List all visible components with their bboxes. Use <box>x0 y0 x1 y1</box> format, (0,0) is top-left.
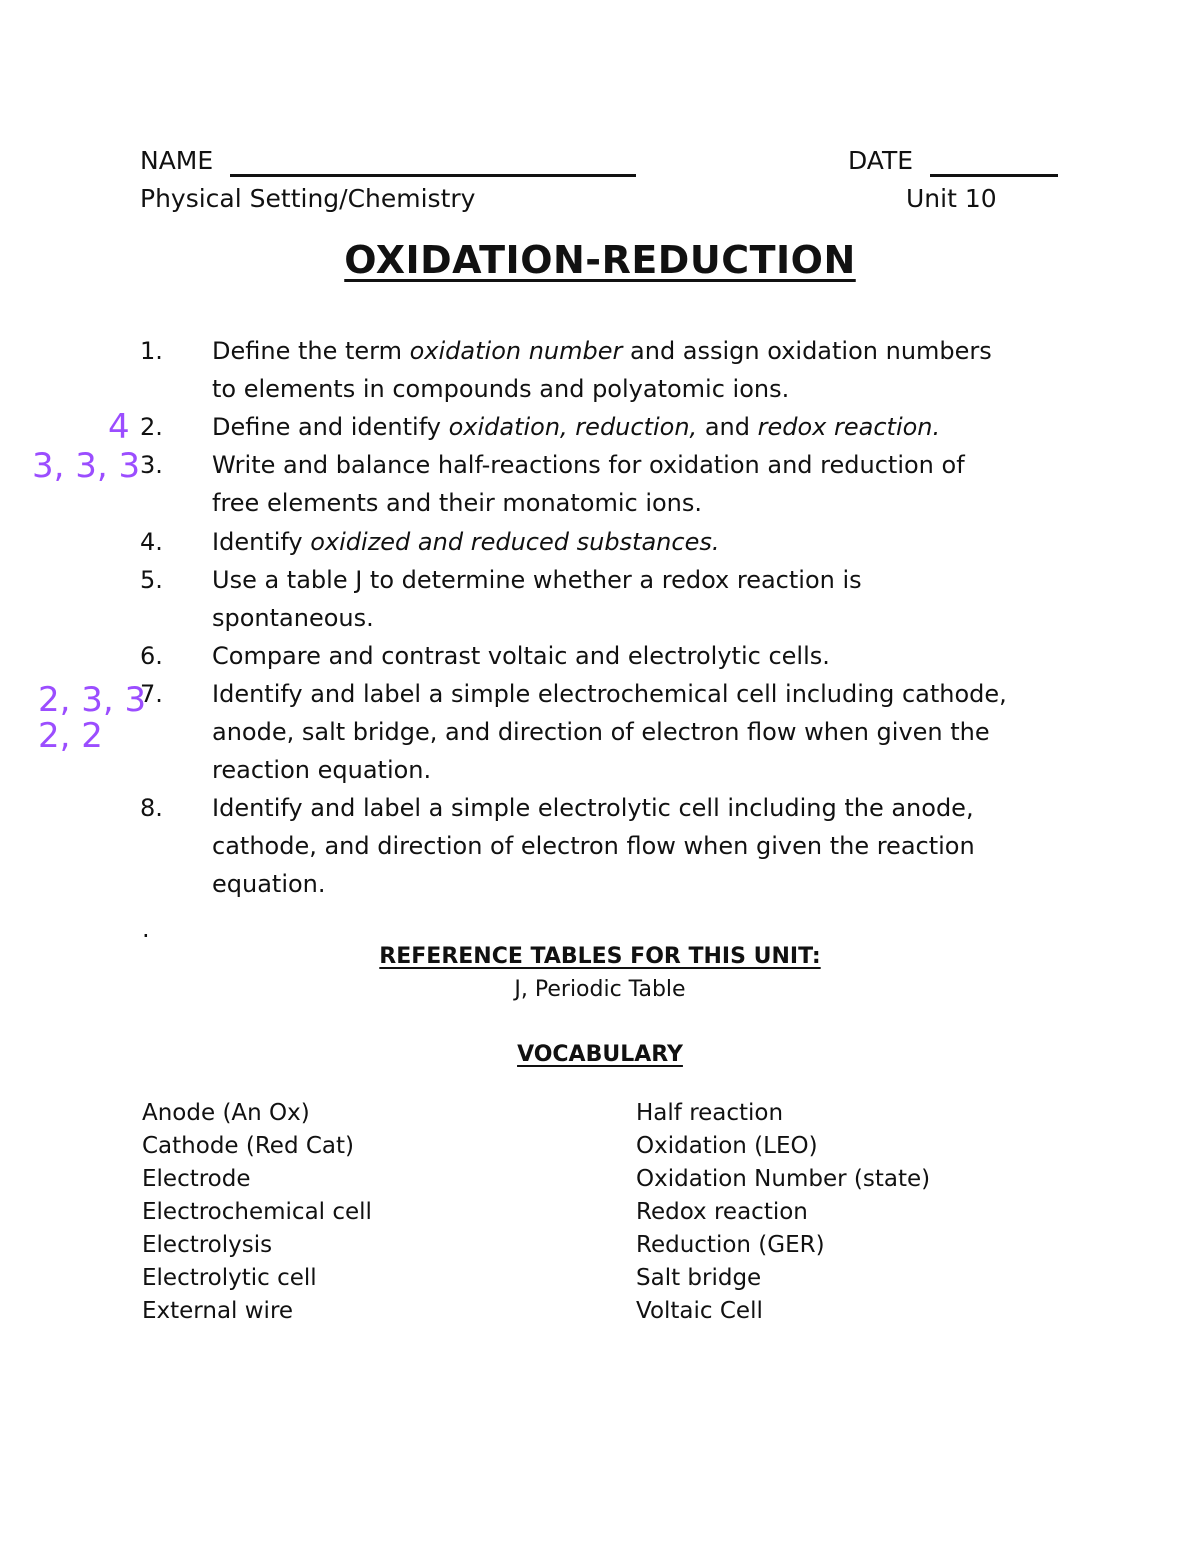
vocab-term: Oxidation Number (state) <box>636 1166 931 1192</box>
vocab-term: Redox reaction <box>636 1199 808 1225</box>
objective-text: Identify <box>212 527 311 556</box>
annotation-obj7-line1: 2, 3, 3 <box>38 680 147 720</box>
vocab-term: Electrolytic cell <box>142 1265 317 1291</box>
objective-text: Identify and label a simple electrolytic cell including the anode, <box>212 794 974 823</box>
date-label: DATE <box>848 146 914 175</box>
objective-number: 4. <box>140 527 163 556</box>
name-blank-line <box>230 174 636 177</box>
objective-text: Use a table J to determine whether a redox reaction is <box>212 565 862 594</box>
vocab-term: Anode (An Ox) <box>142 1100 310 1126</box>
objective-number: 8. <box>140 794 163 823</box>
emphasis-text: redox reaction. <box>757 413 941 442</box>
objective-text: Identify and label a simple electrochemical cell including cathode, <box>212 679 1007 708</box>
annotation-obj3: 3, 3, 3 <box>32 446 141 486</box>
vocab-term: Oxidation (LEO) <box>636 1133 818 1159</box>
objective-1-line <box>212 370 789 408</box>
date-blank-line <box>930 174 1058 177</box>
objective-text: anode, salt bridge, and direction of electron flow when given the <box>212 718 990 746</box>
objective-text: equation. <box>212 870 326 899</box>
objective-8-line <box>212 789 974 827</box>
objective-2-line <box>212 408 940 446</box>
reference-heading: REFERENCE TABLES FOR THIS UNIT: <box>379 944 821 969</box>
objective-7-line <box>212 751 431 789</box>
vocab-term: External wire <box>142 1298 294 1324</box>
emphasis-text: oxidation, reduction, <box>448 413 698 442</box>
objective-text: and assign oxidation numbers <box>622 337 992 365</box>
objective-text: to elements in compounds and polyatomic ions. <box>212 375 790 404</box>
objective-7-line <box>212 713 990 751</box>
objective-8-line <box>212 865 326 903</box>
objective-1-line <box>212 332 992 370</box>
objective-text: cathode, and direction of electron flow when given the reaction <box>212 832 975 861</box>
objective-6-line <box>212 637 830 675</box>
objective-text: reaction equation. <box>212 756 432 785</box>
unit-label: Unit 10 <box>906 184 997 213</box>
course-name: Physical Setting/Chemistry <box>140 184 476 213</box>
emphasis-text: oxidation number <box>409 337 623 365</box>
vocabulary-heading: VOCABULARY <box>517 1042 683 1067</box>
annotation-obj2: 4 <box>108 407 130 447</box>
vocab-term: Electrochemical cell <box>142 1199 372 1225</box>
objective-text: Define the term <box>212 337 410 365</box>
objective-number: 5. <box>140 565 163 594</box>
objective-8-line <box>212 827 975 865</box>
page-title: OXIDATION-REDUCTION <box>344 238 856 282</box>
vocab-term: Half reaction <box>636 1100 784 1126</box>
vocab-term: Cathode (Red Cat) <box>142 1133 355 1159</box>
objective-text: Compare and contrast voltaic and electrolytic cells. <box>212 641 830 670</box>
objective-text: free elements and their monatomic ions. <box>212 489 703 518</box>
vocab-term: Electrolysis <box>142 1232 273 1258</box>
annotation-obj7-line2: 2, 2 <box>38 716 103 756</box>
objective-7-line <box>212 675 1007 713</box>
objective-text: Define and identify <box>212 413 449 442</box>
vocabulary-left-column <box>142 1097 372 1328</box>
objective-number: 6. <box>140 641 163 670</box>
vocabulary-right-column <box>636 1097 930 1328</box>
objective-4-line <box>212 523 719 561</box>
vocab-term: Salt bridge <box>636 1265 762 1291</box>
objective-3-line <box>212 484 702 522</box>
vocabulary-section <box>0 1042 1200 1067</box>
reference-tables: J, Periodic Table <box>514 977 686 1002</box>
emphasis-text: oxidized and reduced substances. <box>310 527 720 556</box>
objective-text: spontaneous. <box>212 603 374 632</box>
name-label: NAME <box>140 146 214 175</box>
reference-section <box>0 944 1200 969</box>
objective-number: 3. <box>140 451 163 480</box>
objective-text: and <box>697 413 758 442</box>
objective-number: 2. <box>140 413 163 442</box>
objective-text: Write and balance half-reactions for oxidation and reduction of <box>212 451 965 480</box>
vocab-term: Electrode <box>142 1166 251 1192</box>
vocab-term: Voltaic Cell <box>636 1298 763 1324</box>
trailing-dot: . <box>142 915 150 943</box>
objective-3-line <box>212 446 965 484</box>
vocab-term: Reduction (GER) <box>636 1232 825 1258</box>
objective-number: 7. <box>140 679 163 708</box>
objective-5-line <box>212 561 862 599</box>
objective-5-line <box>212 599 374 637</box>
objective-number: 1. <box>140 337 163 365</box>
